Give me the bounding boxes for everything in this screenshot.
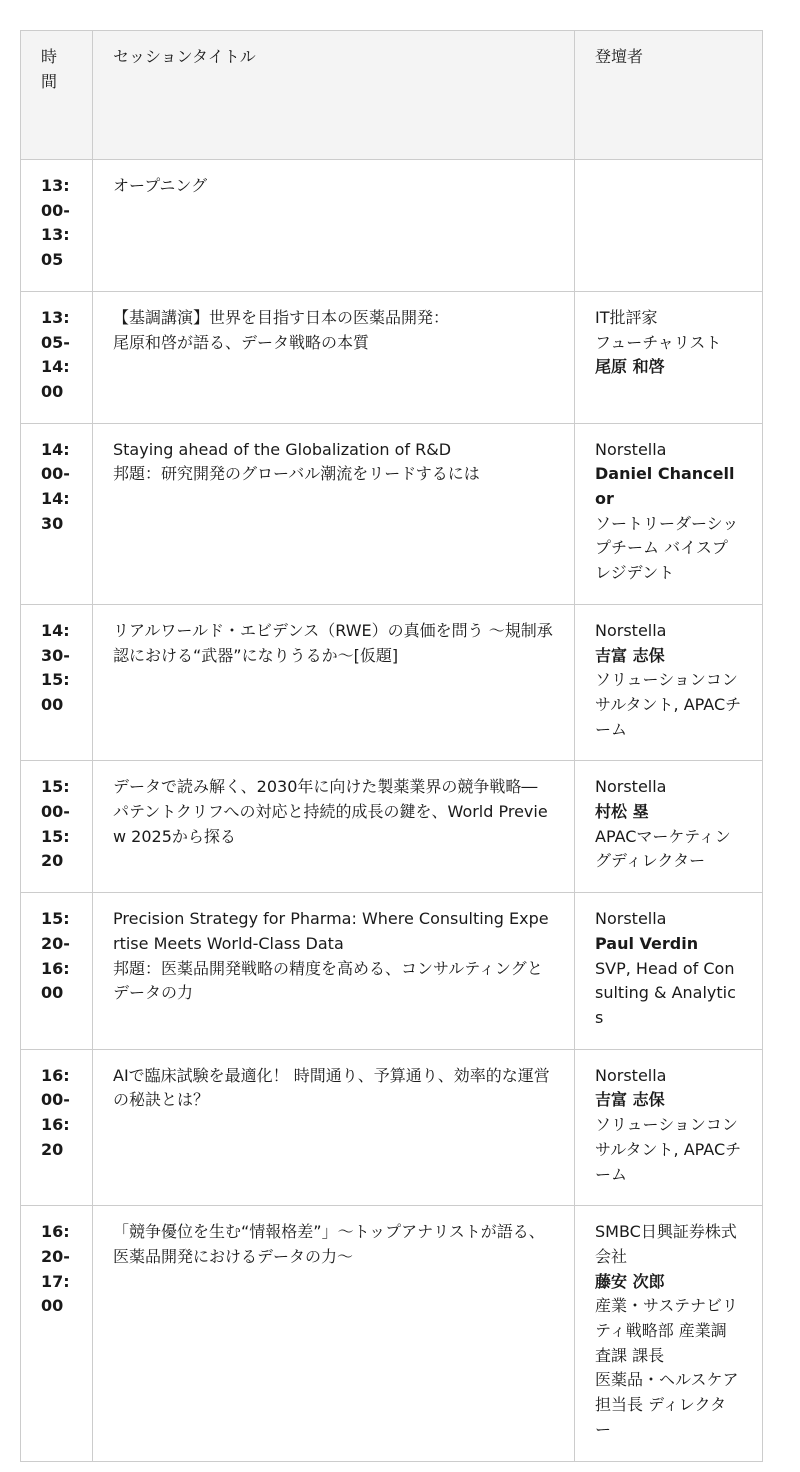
session-time: 15:20-16:00: [21, 893, 93, 1050]
session-title-line: 「競争優位を生む“情報格差”」〜トップアナリストが語る、医薬品開発におけるデータの力〜: [113, 1222, 545, 1266]
speaker-detail: APACマーケティングディレクター: [595, 826, 731, 871]
session-title-cell: [93, 761, 575, 893]
session-time: 14:00-14:30: [21, 423, 93, 604]
session-title-cell: [93, 893, 575, 1050]
speaker-detail: 医薬品・ヘルスケア担当長 ディレクター: [595, 1370, 739, 1439]
speaker-detail: ソリューションコンサルタント, APACチーム: [595, 1115, 742, 1184]
session-title-line: データで読み解く、2030年に向けた製薬業界の競争戦略―: [113, 777, 538, 797]
session-title-line: パテントクリフへの対応と持続的成長の鍵を、World Preview 2025から探る: [113, 802, 548, 846]
speaker-name: 吉富 志保: [595, 645, 665, 665]
session-title-cell: [93, 1206, 575, 1461]
speaker-detail: SMBC日興証券株式会社: [595, 1222, 737, 1266]
session-title-line: AIで臨床試験を最適化！ 時間通り、予算通り、効率的な運営の秘訣とは？: [113, 1065, 550, 1110]
table-row: [21, 160, 763, 292]
table-row: [21, 893, 763, 1050]
schedule-table-container: [20, 30, 762, 1462]
speaker-cell: [575, 291, 763, 423]
table-row: [21, 761, 763, 893]
session-title-cell: [93, 1049, 575, 1206]
session-time: 16:00-16:20: [21, 1049, 93, 1206]
speaker-name: Daniel Chancellor: [595, 464, 735, 509]
speaker-detail: SVP, Head of Consulting & Analytics: [595, 958, 736, 1027]
session-time: 16:20-17:00: [21, 1206, 93, 1461]
table-row: [21, 604, 763, 761]
session-title-line: 【基調講演】世界を目指す日本の医薬品開発：: [113, 307, 450, 327]
session-time: 15:00-15:20: [21, 761, 93, 893]
speaker-cell: [575, 604, 763, 761]
speaker-detail: Norstella: [595, 1065, 667, 1085]
speaker-detail: ソリューションコンサルタント, APACチーム: [595, 670, 742, 739]
table-header: [21, 31, 763, 160]
header-speaker: 登壇者: [575, 31, 763, 160]
table-row: [21, 1049, 763, 1206]
speaker-detail: 産業・サステナビリティ戦略部 産業調査課 課長: [595, 1296, 739, 1365]
speaker-cell: [575, 1049, 763, 1206]
session-title-cell: [93, 423, 575, 604]
speaker-detail: Norstella: [595, 777, 667, 797]
speaker-detail: Norstella: [595, 909, 667, 929]
table-body: [21, 160, 763, 1462]
speaker-cell: [575, 160, 763, 292]
speaker-name: 藤安 次郎: [595, 1271, 665, 1291]
speaker-detail: フューチャリスト: [595, 332, 722, 352]
speaker-cell: [575, 761, 763, 893]
speaker-name: 尾原 和啓: [595, 357, 665, 377]
table-row: [21, 291, 763, 423]
session-time: 13:05-14:00: [21, 291, 93, 423]
session-title-line: オープニング: [113, 176, 208, 195]
header-session-title: セッションタイトル: [93, 31, 575, 160]
session-title-cell: [93, 604, 575, 761]
session-title-line: リアルワールド・エビデンス（RWE）の真価を問う 〜規制承認における“武器”になりうるか〜[仮題]: [113, 620, 553, 665]
speaker-cell: [575, 893, 763, 1050]
speaker-detail: IT批評家: [595, 307, 658, 327]
session-title-cell: [93, 291, 575, 423]
session-title-cell: [93, 160, 575, 292]
table-row: [21, 423, 763, 604]
session-title-line: Precision Strategy for Pharma: Where Consulting Expertise Meets World-Class Data: [113, 909, 549, 953]
session-title-line: 尾原和啓が語る、データ戦略の本質: [113, 332, 370, 352]
speaker-detail: Norstella: [595, 620, 667, 640]
speaker-name: 吉富 志保: [595, 1090, 665, 1110]
session-title-line: 邦題：医薬品開発戦略の精度を高める、コンサルティングとデータの力: [113, 958, 543, 1003]
speaker-cell: [575, 1206, 763, 1461]
session-title-line: 邦題：研究開発のグローバル潮流をリードするには: [113, 464, 480, 484]
speaker-name: 村松 塁: [595, 802, 649, 822]
session-time: 14:30-15:00: [21, 604, 93, 761]
table-row: [21, 1206, 763, 1461]
speaker-detail: Norstella: [595, 439, 667, 459]
speaker-name: Paul Verdin: [595, 933, 699, 953]
header-row: [21, 31, 763, 160]
speaker-cell: [575, 423, 763, 604]
session-title-line: Staying ahead of the Globalization of R&D: [113, 439, 452, 459]
header-time: 時間: [21, 31, 93, 160]
schedule-table: [20, 30, 763, 1462]
speaker-detail: ソートリーダーシップチーム バイスプレジデント: [595, 513, 739, 583]
session-time: 13:00-13:05: [21, 160, 93, 292]
